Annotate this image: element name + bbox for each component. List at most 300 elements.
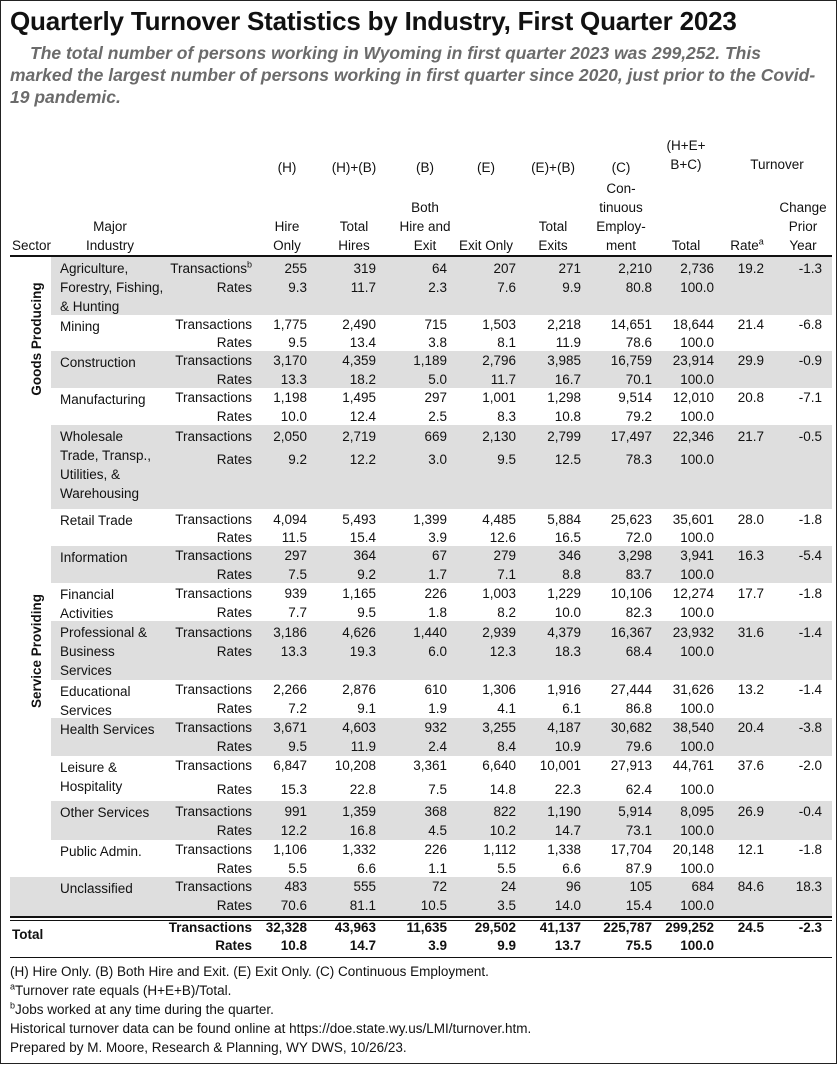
transactions-value: 20,148 <box>672 842 714 857</box>
rate-value: 100.0 <box>680 452 714 467</box>
change-prior-year: -1.4 <box>798 682 822 697</box>
header-e-code: (E) <box>477 160 495 175</box>
transactions-value: 1,440 <box>413 625 447 640</box>
total-rate-value: 3.9 <box>428 938 447 953</box>
transactions-value: 2,050 <box>273 429 307 444</box>
transactions-value: 23,914 <box>672 353 714 368</box>
transactions-value: 1,106 <box>273 842 307 857</box>
change-prior-year: -1.3 <box>798 261 822 276</box>
transactions-value: 364 <box>353 548 376 563</box>
rate-value: 78.6 <box>625 335 652 350</box>
footnote-b: $^b$Jobs worked at any time during the quarter. <box>10 1000 274 1017</box>
rate-value: 100.0 <box>680 898 714 913</box>
rate-value: 87.9 <box>625 861 652 876</box>
rate-value: 11.9 <box>350 739 376 754</box>
rate-value: 3.0 <box>428 452 447 467</box>
total-rate-value: 14.7 <box>349 938 376 953</box>
change-prior-year: -6.8 <box>798 317 822 332</box>
rate-value: 3.9 <box>428 530 447 545</box>
rate-value: 14.7 <box>554 823 581 838</box>
rate-value: 83.7 <box>625 567 652 582</box>
header-change-line1: Change <box>779 200 827 215</box>
header-b-line3: Exit <box>413 238 437 253</box>
rate-value: 7.7 <box>288 605 307 620</box>
change-prior-year: -0.4 <box>798 804 822 819</box>
transactions-label: Transactions <box>175 429 252 444</box>
change-prior-year: -1.8 <box>798 586 822 601</box>
rate-value: 19.3 <box>349 644 376 659</box>
transactions-value: 1,332 <box>342 842 376 857</box>
transactions-value: 4,626 <box>342 625 376 640</box>
industry-name: Leisure & Hospitality <box>60 760 123 794</box>
transactions-value: 5,884 <box>547 512 581 527</box>
transactions-label: Transactions <box>175 804 252 819</box>
transactions-value: 2,266 <box>273 682 307 697</box>
turnover-rate: 17.7 <box>737 586 764 601</box>
total-change-prior-year: -2.3 <box>798 920 822 935</box>
rate-value: 7.1 <box>497 567 516 582</box>
rate-value: 5.0 <box>428 372 447 387</box>
change-prior-year: -1.8 <box>798 842 822 857</box>
transactions-value: 10,208 <box>334 758 376 773</box>
rates-label: Rates <box>216 567 252 582</box>
footnote-source: Historical turnover data can be found online at https://doe.state.wy.us/LMI/turnover.htm. <box>10 1021 532 1036</box>
rate-value: 100.0 <box>680 701 714 716</box>
transactions-value: 35,601 <box>672 512 714 527</box>
rate-value: 8.8 <box>562 567 581 582</box>
transactions-value: 346 <box>558 548 581 563</box>
transactions-value: 10,001 <box>539 758 581 773</box>
rate-value: 10.8 <box>554 409 581 424</box>
header-c-line3: Employ- <box>596 219 646 234</box>
turnover-rate: 13.2 <box>737 682 764 697</box>
transactions-value: 16,759 <box>610 353 652 368</box>
rate-value: 100.0 <box>680 823 714 838</box>
industry-name: Other Services <box>60 805 150 820</box>
rate-value: 11.7 <box>490 372 516 387</box>
turnover-rate: 12.1 <box>737 842 764 857</box>
rate-value: 79.2 <box>625 409 652 424</box>
rate-value: 13.3 <box>280 644 307 659</box>
transactions-value: 17,497 <box>610 429 652 444</box>
sector-goods-producing: Goods Producing <box>29 282 44 396</box>
rate-value: 2.3 <box>428 280 447 295</box>
transactions-value: 1,495 <box>342 390 376 405</box>
transactions-value: 1,165 <box>342 586 376 601</box>
transactions-label: Transactions <box>175 586 252 601</box>
rate-value: 70.6 <box>280 898 307 913</box>
industry-name: Professional & Business Services <box>60 625 148 678</box>
transactions-value: 17,704 <box>610 842 652 857</box>
transactions-value: 18,644 <box>672 317 714 332</box>
transactions-value: 1,399 <box>413 512 447 527</box>
transactions-value: 5,914 <box>618 804 652 819</box>
rate-value: 9.5 <box>357 605 376 620</box>
transactions-value: 96 <box>565 879 581 894</box>
transactions-value: 72 <box>431 879 447 894</box>
transactions-value: 610 <box>424 682 447 697</box>
transactions-value: 1,359 <box>342 804 376 819</box>
rate-value: 1.8 <box>428 605 447 620</box>
rate-value: 100.0 <box>680 782 714 797</box>
rate-value: 8.3 <box>497 409 516 424</box>
rate-value: 81.1 <box>349 898 376 913</box>
rate-value: 80.8 <box>625 280 652 295</box>
transactions-value: 4,603 <box>342 720 376 735</box>
header-industry: Industry <box>85 238 135 253</box>
total-transactions-value: 29,502 <box>474 920 516 935</box>
transactions-value: 1,198 <box>273 390 307 405</box>
transactions-value: 2,876 <box>342 682 376 697</box>
rate-value: 13.4 <box>349 335 376 350</box>
rate-value: 18.2 <box>349 372 376 387</box>
transactions-label: Transactions <box>175 317 252 332</box>
rate-value: 9.2 <box>288 452 307 467</box>
rate-value: 12.2 <box>280 823 307 838</box>
header-eb-line1: Total <box>538 219 568 234</box>
turnover-rate: 31.6 <box>737 625 764 640</box>
rate-value: 73.1 <box>625 823 652 838</box>
transactions-value: 3,361 <box>413 758 447 773</box>
transactions-label: Transactions$^b$ <box>170 259 252 276</box>
transactions-value: 4,485 <box>482 512 516 527</box>
rates-label: Rates <box>216 605 252 620</box>
header-h-code: (H) <box>277 160 297 175</box>
industry-name: Wholesale Trade, Transp., Utilities, & Warehousing <box>60 429 152 501</box>
header-major: Major <box>93 219 127 234</box>
rate-value: 100.0 <box>680 644 714 659</box>
rate-value: 9.1 <box>357 701 376 716</box>
rate-value: 100.0 <box>680 605 714 620</box>
rate-value: 1.1 <box>428 861 447 876</box>
rates-label: Rates <box>216 782 252 797</box>
industry-name: Mining <box>60 319 100 334</box>
change-prior-year: -2.0 <box>798 758 822 773</box>
transactions-value: 27,444 <box>610 682 652 697</box>
transactions-value: 44,761 <box>672 758 714 773</box>
header-eb-code: (E)+(B) <box>531 160 575 175</box>
transactions-value: 226 <box>424 842 447 857</box>
transactions-value: 6,847 <box>273 758 307 773</box>
rates-label: Rates <box>216 530 252 545</box>
footnote-a: $^a$Turnover rate equals (H+E+B)/Total. <box>10 981 232 998</box>
rate-value: 9.2 <box>357 567 376 582</box>
transactions-label: Transactions <box>175 625 252 640</box>
transactions-value: 2,736 <box>680 261 714 276</box>
transactions-value: 1,338 <box>547 842 581 857</box>
transactions-label: Transactions <box>175 720 252 735</box>
rate-value: 100.0 <box>680 861 714 876</box>
transactions-value: 30,682 <box>610 720 652 735</box>
rate-value: 6.1 <box>562 701 581 716</box>
transactions-label: Transactions <box>175 512 252 527</box>
transactions-value: 16,367 <box>610 625 652 640</box>
rate-value: 12.2 <box>349 452 376 467</box>
rate-value: 70.1 <box>625 372 652 387</box>
turnover-rate: 20.8 <box>737 390 764 405</box>
rate-value: 11.9 <box>555 335 581 350</box>
industry-name: Unclassified <box>60 881 133 896</box>
rate-value: 8.2 <box>497 605 516 620</box>
rates-label: Rates <box>216 644 252 659</box>
header-h-line2: Only <box>273 238 301 253</box>
header-hb-code: (H)+(B) <box>331 160 377 175</box>
rate-value: 12.5 <box>554 452 581 467</box>
transactions-value: 255 <box>284 261 307 276</box>
transactions-label: Transactions <box>175 879 252 894</box>
rate-value: 15.4 <box>625 898 652 913</box>
page-subtitle: The total number of persons working in Wyoming in first quarter 2023 was 299,252. This marked the largest number of persons working in first quarter since 2020, just prior to the Covid-19 pandemic. <box>10 43 816 107</box>
transactions-value: 12,274 <box>672 586 714 601</box>
rate-value: 13.3 <box>280 372 307 387</box>
transactions-value: 2,218 <box>547 317 581 332</box>
transactions-value: 822 <box>493 804 516 819</box>
rates-label: Rates <box>216 372 252 387</box>
turnover-rate: 19.2 <box>737 261 764 276</box>
rates-label: Rates <box>216 335 252 350</box>
total-transactions-value: 11,635 <box>406 920 447 935</box>
rate-value: 100.0 <box>680 567 714 582</box>
notes-rule <box>10 957 832 958</box>
turnover-rate: 29.9 <box>737 353 764 368</box>
rates-label: Rates <box>216 823 252 838</box>
header-hb-line1: Total <box>339 219 369 234</box>
change-prior-year: -1.4 <box>798 625 822 640</box>
rate-value: 7.5 <box>428 782 447 797</box>
transactions-label: Transactions <box>175 548 252 563</box>
transactions-value: 297 <box>284 548 307 563</box>
rates-label: Rates <box>216 280 252 295</box>
rate-value: 4.1 <box>497 701 516 716</box>
rate-value: 62.4 <box>625 782 652 797</box>
rate-value: 16.8 <box>349 823 376 838</box>
transactions-value: 483 <box>284 879 307 894</box>
header-total-line1: Total <box>671 238 701 253</box>
header-c-line2: tinuous <box>599 200 643 215</box>
rate-value: 9.5 <box>497 452 516 467</box>
footnote-prepared: Prepared by M. Moore, Research & Planning, WY DWS, 10/26/23. <box>10 1040 407 1055</box>
rates-label: Rates <box>216 898 252 913</box>
total-rate-value: 75.5 <box>625 938 652 953</box>
total-rates-label: Rates <box>215 938 252 953</box>
header-total-code1: (H+E+ <box>666 138 706 153</box>
transactions-value: 3,255 <box>482 720 516 735</box>
header-sector: Sector <box>12 238 52 253</box>
transactions-value: 38,540 <box>672 720 714 735</box>
rate-value: 8.4 <box>497 739 516 754</box>
transactions-value: 24 <box>500 879 516 894</box>
turnover-rate: 26.9 <box>737 804 764 819</box>
transactions-value: 4,187 <box>547 720 581 735</box>
rate-value: 72.0 <box>625 530 652 545</box>
rate-value: 10.2 <box>489 823 516 838</box>
header-change-line3: Year <box>789 238 817 253</box>
transactions-value: 684 <box>691 879 714 894</box>
rate-value: 6.6 <box>357 861 376 876</box>
total-transactions-value: 32,328 <box>265 920 307 935</box>
transactions-label: Transactions <box>175 682 252 697</box>
rate-value: 78.3 <box>625 452 652 467</box>
rate-value: 11.5 <box>281 530 307 545</box>
transactions-value: 3,298 <box>618 548 652 563</box>
transactions-value: 991 <box>284 804 307 819</box>
total-transactions-value: 41,137 <box>539 920 581 935</box>
rate-value: 3.5 <box>497 898 516 913</box>
header-h-line1: Hire <box>274 219 300 234</box>
rate-value: 7.2 <box>288 701 307 716</box>
total-transactions-label: Transactions <box>168 920 252 935</box>
transactions-value: 207 <box>493 261 516 276</box>
transactions-value: 64 <box>431 261 447 276</box>
rate-value: 7.5 <box>288 567 307 582</box>
transactions-value: 2,490 <box>342 317 376 332</box>
rate-value: 15.3 <box>280 782 307 797</box>
transactions-value: 5,493 <box>342 512 376 527</box>
rate-value: 79.6 <box>625 739 652 754</box>
header-b-code: (B) <box>416 160 434 175</box>
transactions-value: 3,671 <box>273 720 307 735</box>
rate-value: 86.8 <box>625 701 652 716</box>
rate-value: 9.5 <box>288 335 307 350</box>
transactions-label: Transactions <box>175 390 252 405</box>
rate-value: 5.5 <box>288 861 307 876</box>
rates-label: Rates <box>216 701 252 716</box>
rate-value: 100.0 <box>680 335 714 350</box>
header-c-line4: ment <box>605 238 636 253</box>
change-prior-year: -5.4 <box>798 548 822 563</box>
industry-name: Information <box>60 550 128 565</box>
rate-value: 15.4 <box>349 530 376 545</box>
rate-value: 11.7 <box>350 280 376 295</box>
rate-value: 12.3 <box>489 644 516 659</box>
transactions-value: 2,939 <box>482 625 516 640</box>
rate-value: 68.4 <box>625 644 652 659</box>
transactions-value: 2,130 <box>482 429 516 444</box>
transactions-value: 669 <box>424 429 447 444</box>
rate-value: 100.0 <box>680 409 714 424</box>
change-prior-year: -7.1 <box>798 390 822 405</box>
rate-value: 22.8 <box>349 782 376 797</box>
header-rate: Rate$^a$ <box>730 236 764 253</box>
sector-service-providing: Service Providing <box>29 593 44 709</box>
total-transactions-value: 225,787 <box>603 920 652 935</box>
header-total-code2: B+C) <box>670 157 702 172</box>
header-change-line2: Prior <box>788 219 818 234</box>
transactions-value: 3,170 <box>273 353 307 368</box>
rate-value: 22.3 <box>554 782 581 797</box>
change-prior-year: -0.9 <box>798 353 822 368</box>
rate-value: 10.5 <box>420 898 447 913</box>
rate-value: 18.3 <box>554 644 581 659</box>
transactions-value: 27,913 <box>610 758 652 773</box>
header-b-line2: Hire and <box>399 219 451 234</box>
turnover-rate: 21.4 <box>737 317 764 332</box>
transactions-value: 271 <box>558 261 581 276</box>
total-rate-value: 100.0 <box>680 938 714 953</box>
rate-value: 82.3 <box>625 605 652 620</box>
transactions-value: 31,626 <box>672 682 714 697</box>
total-transactions-value: 299,252 <box>665 920 714 935</box>
rate-value: 100.0 <box>680 530 714 545</box>
total-transactions-value: 43,963 <box>334 920 376 935</box>
transactions-value: 2,796 <box>482 353 516 368</box>
transactions-value: 932 <box>424 720 447 735</box>
transactions-value: 3,985 <box>547 353 581 368</box>
transactions-value: 1,775 <box>273 317 307 332</box>
header-eb-line2: Exits <box>538 238 568 253</box>
rate-value: 1.7 <box>428 567 447 582</box>
rate-value: 16.5 <box>554 530 581 545</box>
rate-value: 9.3 <box>288 280 307 295</box>
transactions-value: 1,003 <box>482 586 516 601</box>
rate-value: 2.4 <box>428 739 447 754</box>
transactions-value: 1,190 <box>547 804 581 819</box>
rate-value: 6.6 <box>562 861 581 876</box>
turnover-rate: 16.3 <box>737 548 764 563</box>
change-prior-year: -3.8 <box>798 720 822 735</box>
header-e-line1: Exit Only <box>458 238 513 253</box>
industry-name: Retail Trade <box>60 513 133 528</box>
transactions-value: 25,623 <box>610 512 652 527</box>
rate-value: 12.4 <box>349 409 376 424</box>
transactions-value: 4,359 <box>342 353 376 368</box>
turnover-rate: 37.6 <box>737 758 764 773</box>
change-prior-year: -0.5 <box>798 429 822 444</box>
rate-value: 100.0 <box>680 739 714 754</box>
rate-value: 14.8 <box>489 782 516 797</box>
transactions-value: 1,001 <box>482 390 516 405</box>
footnote-legend: (H) Hire Only. (B) Both Hire and Exit. (E) Exit Only. (C) Continuous Employment. <box>10 964 489 979</box>
transactions-value: 2,799 <box>547 429 581 444</box>
total-turnover-rate: 24.5 <box>737 920 764 935</box>
transactions-value: 939 <box>284 586 307 601</box>
total-rate-value: 9.9 <box>497 938 516 953</box>
rates-label: Rates <box>216 409 252 424</box>
rate-value: 7.6 <box>497 280 516 295</box>
rate-value: 8.1 <box>497 335 516 350</box>
rate-value: 2.5 <box>428 409 447 424</box>
industry-name: Public Admin. <box>60 844 142 859</box>
transactions-label: Transactions <box>175 842 252 857</box>
rate-value: 10.0 <box>280 409 307 424</box>
transactions-value: 4,379 <box>547 625 581 640</box>
transactions-value: 1,916 <box>547 682 581 697</box>
rate-value: 4.5 <box>428 823 447 838</box>
transactions-value: 3,941 <box>680 548 714 563</box>
transactions-value: 1,503 <box>482 317 516 332</box>
rate-value: 9.9 <box>562 280 581 295</box>
transactions-value: 10,106 <box>610 586 652 601</box>
transactions-value: 555 <box>353 879 376 894</box>
transactions-value: 4,094 <box>273 512 307 527</box>
transactions-value: 105 <box>629 879 652 894</box>
rates-label: Rates <box>216 739 252 754</box>
turnover-rate: 20.4 <box>737 720 764 735</box>
transactions-value: 1,189 <box>413 353 447 368</box>
transactions-value: 297 <box>424 390 447 405</box>
turnover-rate: 21.7 <box>737 429 764 444</box>
industry-name: Manufacturing <box>60 392 146 407</box>
industry-name: Construction <box>60 355 136 370</box>
transactions-value: 1,229 <box>547 586 581 601</box>
rate-value: 100.0 <box>680 372 714 387</box>
transactions-value: 67 <box>431 548 447 563</box>
header-c-code: (C) <box>611 160 631 175</box>
transactions-label: Transactions <box>175 353 252 368</box>
transactions-value: 22,346 <box>672 429 714 444</box>
header-hb-line2: Hires <box>338 238 370 253</box>
total-label: Total <box>12 927 44 942</box>
